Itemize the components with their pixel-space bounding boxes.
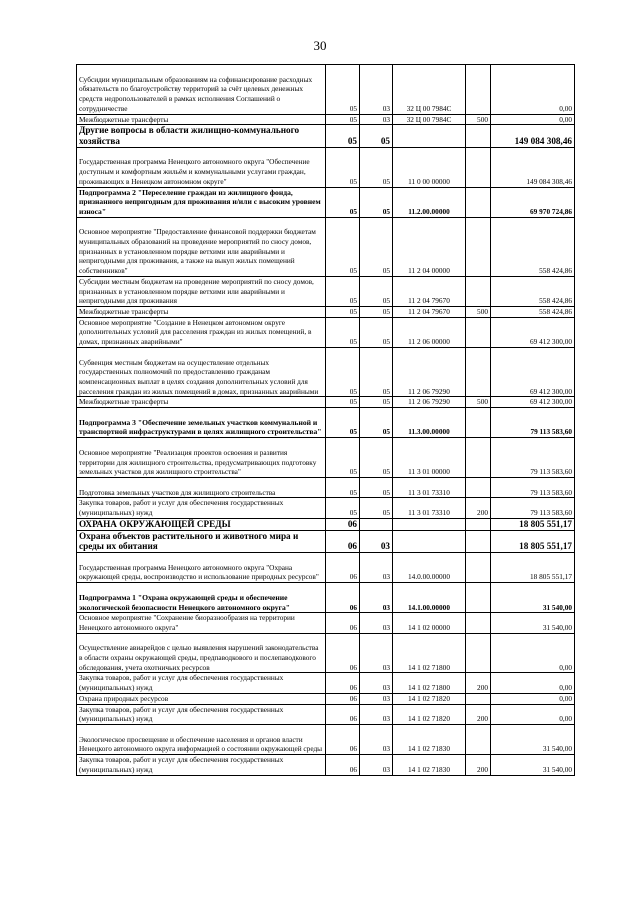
expense-type-cell [466,217,491,276]
expense-type-cell [466,187,491,217]
target-article-cell: 11 2 04 79670 [393,276,466,306]
table-row [77,633,575,673]
row-name-cell: Охрана объектов растительного и животного мира и среды их обитания [77,530,326,553]
row-name-cell: Подпрограмма 2 "Переселение граждан из жилищного фонда, признанного непригодным для проживания и/или с высоким уровнем износа" [77,187,326,217]
subsection-code-cell: 03 [360,613,393,633]
amount-cell: 18 805 551,17 [491,553,575,583]
target-article-cell: 11 0 00 00000 [393,147,466,187]
amount-cell: 0,00 [491,673,575,693]
amount-cell: 31 540,00 [491,755,575,775]
table-row [77,673,575,693]
section-code-cell: 06 [326,725,360,755]
row-name-cell: Подпрограмма 1 "Охрана окружающей среды и обеспечение экологической безопасности Ненецкого автономного округа" [77,583,326,613]
amount-cell: 69 412 300,00 [491,397,575,408]
subsection-code-cell: 05 [360,317,393,347]
table-row [77,187,575,217]
subsection-code-cell: 03 [360,725,393,755]
expense-type-cell: 200 [466,704,491,724]
amount-cell: 18 805 551,17 [491,518,575,530]
target-article-cell: 14 1 02 71820 [393,693,466,704]
row-name-cell: Основное мероприятие "Предоставление финансовой поддержки бюджетам муниципальных образований на проведение мероприятий по сносу домов, признанных в установленном порядке ветхими или аварийными и непригодными для проживания, а также на выкуп жилых помещений собственников" [77,217,326,276]
expense-type-cell: 500 [466,114,491,125]
table-row [77,438,575,478]
section-code-cell: 05 [326,317,360,347]
table-row [77,755,575,775]
amount-cell: 558 424,86 [491,276,575,306]
target-article-cell: 11 2 04 79670 [393,307,466,318]
section-code-cell: 05 [326,438,360,478]
target-article-cell: 14.0.00.00000 [393,553,466,583]
target-article-cell: 11 3 01 00000 [393,438,466,478]
row-name-cell: Экологическое просвещение и обеспечение населения и органов власти Ненецкого автономного округа информацией о состоянии окружающей среды [77,725,326,755]
row-name-cell: Государственная программа Ненецкого автономного округа "Обеспечение доступным и комфортным жильём и коммунальными услугами граждан, проживающих в Ненецком автономном округе" [77,147,326,187]
target-article-cell [393,530,466,553]
subsection-code-cell: 03 [360,65,393,115]
amount-cell: 0,00 [491,114,575,125]
section-code-cell: 06 [326,530,360,553]
row-name-cell: Охрана природных ресурсов [77,693,326,704]
amount-cell: 18 805 551,17 [491,530,575,553]
amount-cell: 558 424,86 [491,217,575,276]
expense-type-cell: 200 [466,498,491,518]
section-code-cell: 06 [326,553,360,583]
amount-cell: 79 113 583,60 [491,477,575,497]
section-code-cell: 05 [326,276,360,306]
expense-type-cell [466,530,491,553]
subsection-code-cell: 03 [360,704,393,724]
section-code-cell: 06 [326,633,360,673]
subsection-code-cell: 05 [360,477,393,497]
target-article-cell: 14 1 02 71830 [393,755,466,775]
section-code-cell: 05 [326,397,360,408]
row-name-cell: Субсидии муниципальным образованиям на софинансирование расходных обязательств по благоустройству территорий за счёт целевых денежных средств недропользователей в рамках исполнения Соглашений о сотрудничестве [77,65,326,115]
expense-type-cell [466,438,491,478]
section-code-cell: 06 [326,613,360,633]
table-row [77,114,575,125]
subsection-code-cell: 05 [360,125,393,148]
table-row [77,583,575,613]
subsection-code-cell: 05 [360,217,393,276]
target-article-cell: 32 Ц 00 7984С [393,114,466,125]
subsection-code-cell: 05 [360,438,393,478]
subsection-code-cell: 03 [360,114,393,125]
amount-cell: 31 540,00 [491,583,575,613]
subsection-code-cell [360,518,393,530]
expense-type-cell: 200 [466,673,491,693]
amount-cell: 0,00 [491,65,575,115]
target-article-cell: 11 3 01 73310 [393,477,466,497]
table-row [77,408,575,438]
target-article-cell: 32 Ц 00 7984С [393,65,466,115]
target-article-cell: 11.2.00.00000 [393,187,466,217]
expense-type-cell [466,147,491,187]
row-name-cell: Субвенция местным бюджетам на осуществление отдельных государственных полномочий по предоставлению гражданам компенсационных выплат в целях создания дополнительных условий для расселения граждан из жилых помещений в домах, признанных аварийными [77,347,326,397]
target-article-cell: 11 2 04 00000 [393,217,466,276]
section-code-cell: 05 [326,347,360,397]
expense-type-cell: 500 [466,397,491,408]
expense-type-cell [466,518,491,530]
row-name-cell: Межбюджетные трансферты [77,397,326,408]
expense-type-cell [466,477,491,497]
table-row [77,553,575,583]
table-row [77,613,575,633]
subsection-code-cell: 05 [360,498,393,518]
section-code-cell: 05 [326,187,360,217]
section-code-cell: 06 [326,583,360,613]
row-name-cell: Государственная программа Ненецкого автономного округа "Охрана окружающей среды, воспроизводство и использование природных ресурсов" [77,553,326,583]
expense-type-cell [466,408,491,438]
table-row [77,518,575,530]
section-code-cell: 05 [326,498,360,518]
row-name-cell: ОХРАНА ОКРУЖАЮЩЕЙ СРЕДЫ [77,518,326,530]
row-name-cell: Другие вопросы в области жилищно-коммунального хозяйства [77,125,326,148]
amount-cell: 149 084 308,46 [491,125,575,148]
table-row [77,125,575,148]
page-number: 30 [313,38,327,53]
row-name-cell: Межбюджетные трансферты [77,114,326,125]
expense-type-cell [466,583,491,613]
row-name-cell: Подпрограмма 3 "Обеспечение земельных участков коммунальной и транспортной инфраструктурами в целях жилищного строительства" [77,408,326,438]
row-name-cell: Основное мероприятие "Создание в Ненецком автономном округе дополнительных условий для расселения граждан из жилых помещений, в домах, признанных аварийными" [77,317,326,347]
target-article-cell [393,518,466,530]
section-code-cell: 05 [326,477,360,497]
amount-cell: 0,00 [491,633,575,673]
row-name-cell: Субсидии местным бюджетам на проведение мероприятий по сносу домов, признанных в установленном порядке ветхими или аварийными и непригодными для проживания [77,276,326,306]
target-article-cell: 11 2 06 79290 [393,347,466,397]
section-code-cell: 05 [326,114,360,125]
amount-cell: 69 970 724,86 [491,187,575,217]
subsection-code-cell: 05 [360,187,393,217]
target-article-cell: 14.1.00.00000 [393,583,466,613]
amount-cell: 79 113 583,60 [491,498,575,518]
target-article-cell: 14 1 02 71800 [393,673,466,693]
amount-cell: 69 412 300,00 [491,347,575,397]
amount-cell: 558 424,86 [491,307,575,318]
amount-cell: 69 412 300,00 [491,317,575,347]
section-code-cell: 06 [326,755,360,775]
table-row [77,530,575,553]
target-article-cell: 11 2 06 79290 [393,397,466,408]
row-name-cell: Закупка товаров, работ и услуг для обеспечения государственных (муниципальных) нужд [77,673,326,693]
target-article-cell [393,125,466,148]
target-article-cell: 11.3.00.00000 [393,408,466,438]
subsection-code-cell: 03 [360,673,393,693]
section-code-cell: 06 [326,518,360,530]
row-name-cell: Основное мероприятие "Сохранение биоразнообразия на территории Ненецкого автономного округа" [77,613,326,633]
amount-cell: 149 084 308,46 [491,147,575,187]
amount-cell: 31 540,00 [491,613,575,633]
subsection-code-cell: 05 [360,147,393,187]
subsection-code-cell: 05 [360,397,393,408]
target-article-cell: 14 1 02 71820 [393,704,466,724]
amount-cell: 79 113 583,60 [491,408,575,438]
expense-type-cell [466,613,491,633]
budget-table-body [77,65,575,776]
table-row [77,397,575,408]
target-article-cell: 14 1 02 71800 [393,633,466,673]
section-code-cell: 05 [326,408,360,438]
row-name-cell: Закупка товаров, работ и услуг для обеспечения государственных (муниципальных) нужд [77,704,326,724]
table-row [77,276,575,306]
subsection-code-cell: 05 [360,347,393,397]
section-code-cell: 05 [326,125,360,148]
expense-type-cell: 200 [466,755,491,775]
row-name-cell: Закупка товаров, работ и услуг для обеспечения государственных (муниципальных) нужд [77,755,326,775]
table-row [77,498,575,518]
subsection-code-cell: 03 [360,553,393,583]
target-article-cell: 11 2 06 00000 [393,317,466,347]
expense-type-cell [466,125,491,148]
expense-type-cell [466,276,491,306]
subsection-code-cell: 05 [360,307,393,318]
subsection-code-cell: 03 [360,755,393,775]
target-article-cell: 14 1 02 71830 [393,725,466,755]
row-name-cell: Осуществление авиарейдов с целью выявления нарушений законодательства в области охраны окружающей среды, предпаводкового и послепаводкового обследования, учета охотничьих ресурсов [77,633,326,673]
amount-cell: 0,00 [491,704,575,724]
expense-type-cell [466,693,491,704]
budget-table [76,64,575,776]
section-code-cell: 06 [326,693,360,704]
table-row [77,217,575,276]
expense-type-cell [466,317,491,347]
table-row [77,317,575,347]
table-row [77,307,575,318]
section-code-cell: 06 [326,704,360,724]
section-code-cell: 05 [326,217,360,276]
section-code-cell: 05 [326,65,360,115]
subsection-code-cell: 05 [360,276,393,306]
expense-type-cell [466,553,491,583]
section-code-cell: 05 [326,307,360,318]
row-name-cell: Подготовка земельных участков для жилищного строительства [77,477,326,497]
table-row [77,147,575,187]
row-name-cell: Закупка товаров, работ и услуг для обеспечения государственных (муниципальных) нужд [77,498,326,518]
subsection-code-cell: 03 [360,530,393,553]
row-name-cell: Основное мероприятие "Реализация проектов освоения и развития территории для жилищного строительства, предусматривающих подготовку земельных участков для жилищного строительства" [77,438,326,478]
row-name-cell: Межбюджетные трансферты [77,307,326,318]
expense-type-cell: 500 [466,307,491,318]
expense-type-cell [466,633,491,673]
subsection-code-cell: 03 [360,583,393,613]
table-row [77,65,575,115]
target-article-cell: 14 1 02 00000 [393,613,466,633]
subsection-code-cell: 05 [360,408,393,438]
subsection-code-cell: 03 [360,693,393,704]
table-row [77,725,575,755]
table-row [77,477,575,497]
target-article-cell: 11 3 01 73310 [393,498,466,518]
expense-type-cell [466,347,491,397]
amount-cell: 79 113 583,60 [491,438,575,478]
section-code-cell: 05 [326,147,360,187]
table-row [77,693,575,704]
amount-cell: 0,00 [491,693,575,704]
amount-cell: 31 540,00 [491,725,575,755]
section-code-cell: 06 [326,673,360,693]
table-row [77,704,575,724]
table-row [77,347,575,397]
subsection-code-cell: 03 [360,633,393,673]
expense-type-cell [466,65,491,115]
expense-type-cell [466,725,491,755]
